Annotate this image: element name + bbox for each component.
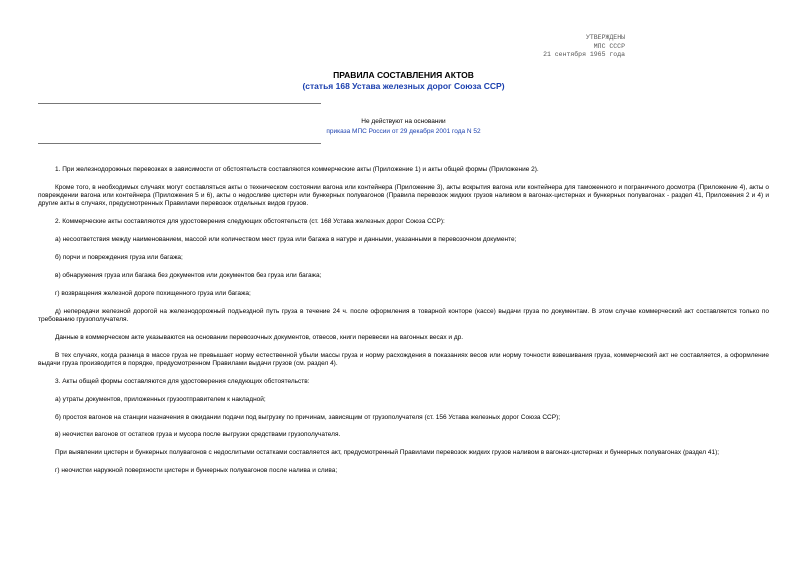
paragraph-12: а) утраты документов, приложенных грузоотправителем к накладной;: [55, 395, 266, 403]
paragraph-9: Данные в коммерческом акте указываются на основании перевозочных документов, отвесов, книги перевески на вагонных весах и др.: [55, 333, 464, 341]
status-order-link[interactable]: приказа МПС России от 29 декабря 2001 года N 52: [326, 128, 481, 135]
paragraph-11: 3. Акты общей формы составляются для удостоверения следующих обстоятельств:: [55, 377, 310, 385]
paragraph-4: а) несоответствия между наименованием, массой или количеством мест груза или багажа в натуре и данными, указанными в перевозочном документе;: [55, 236, 517, 244]
status-text: Не действуют на основании: [361, 118, 446, 125]
paragraph-6: в) обнаружения груза или багажа без документов или документов без груза или багажа;: [55, 271, 322, 279]
document-body: [38, 166, 769, 485]
approval-line-1: УТВЕРЖДЕНЫ: [585, 34, 625, 41]
paragraph-10: В тех случаях, когда разница в массе груза не превышает норму естественной убыли массы груза и норму расхождения в показаниях весов или норму точности взвешивания груза, коммерческий акт не составляется, а оформление выдачи груза производится в порядке, предусмотренном Правилами выдачи грузов (см. раздел 4).: [38, 351, 769, 367]
document-subtitle: (статья 168 Устава железных дорог Союза ССР): [302, 81, 505, 91]
approval-stamp: [543, 34, 625, 60]
paragraph-13: б) простоя вагонов на станции назначения в ожидании подачи под выгрузку по причинам, зависящим от грузополучателя (ст. 156 Устава железных дорог Союза ССР);: [55, 413, 561, 421]
paragraph-16: г) неочистки наружной поверхности цистерн и бункерных полувагонов после налива и слива;: [55, 467, 338, 475]
top-divider: [38, 103, 321, 104]
paragraph-15: При выявлении цистерн и бункерных полувагонов с недослитыми остатками составляется акт, предусмотренный Правилами перевозок жидких грузов наливом в вагонах-цистернах и бункерных полувагонах (раздел 41);: [55, 449, 720, 457]
approval-line-2: МПС СССР: [593, 42, 625, 50]
paragraph-3: 2. Коммерческие акты составляются для удостоверения следующих обстоятельств (ст. 168 Устава железных дорог Союза ССР):: [55, 218, 445, 226]
document-header: [0, 70, 807, 92]
document-status: [0, 117, 807, 137]
bottom-divider: [38, 143, 321, 144]
approval-line-3: 21 сентября 1965 года: [543, 51, 625, 58]
paragraph-8: д) непередачи железной дорогой на железнодорожный подъездной путь груза в течение 24 ч. после оформления в товарной конторе (кассе) выдачи груза по документам. В этом случае коммерческий акт составляется только по требованию грузополучателя.: [38, 307, 769, 323]
paragraph-14: в) неочистки вагонов от остатков груза и мусора после выгрузки средствами грузополучателя.: [55, 431, 341, 439]
paragraph-5: б) порчи и повреждения груза или багажа;: [55, 253, 183, 261]
paragraph-2: Кроме того, в необходимых случаях могут составляться акты о техническом состоянии вагона или контейнера (Приложение 3), акты вскрытия вагона или контейнера для таможенного и пограничного досмотра (Приложение 4), акты о повреждении вагона или контейнера (Приложения 5 и 6), акты о недосливе цистерн или бункерных полувагонов (Правила перевозок жидких грузов наливом в вагонах-цистернах и бункерных полувагонах - раздел 41, Приложения 2 и 4) и другие акты в случаях, предусмотренных Правилами перевозок отдельных видов грузов.: [38, 183, 769, 208]
document-title: ПРАВИЛА СОСТАВЛЕНИЯ АКТОВ: [333, 70, 474, 80]
paragraph-1: 1. При железнодорожных перевозках в зависимости от обстоятельств составляются коммерческие акты (Приложение 1) и акты общей формы (Приложение 2).: [55, 166, 539, 173]
paragraph-7: г) возвращения железной дороге похищенного груза или багажа;: [55, 289, 251, 297]
